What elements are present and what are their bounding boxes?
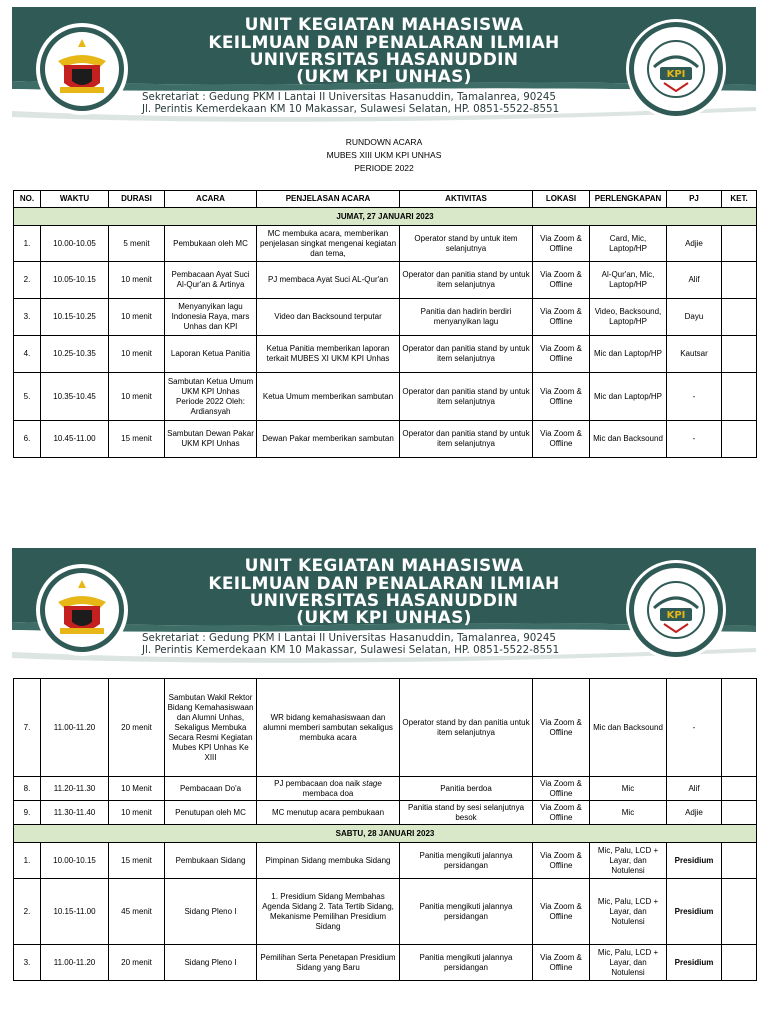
cell-penjelasan: Pemilihan Serta Penetapan Presidium Sidang yang Baru <box>257 945 400 981</box>
kpi-logo-text: KPI <box>666 69 686 80</box>
cell-no: 2. <box>14 262 41 299</box>
cell-acara: Sambutan Ketua Umum UKM KPI Unhas Periode 2022 Oleh: Ardiansyah <box>165 373 257 421</box>
cell-perlengkapan: Mic dan Backsound <box>590 679 667 777</box>
cell-aktivitas: Operator dan panitia stand by untuk item selanjutnya <box>400 421 533 458</box>
cell-pj: Adjie <box>667 226 722 262</box>
table-row <box>14 299 757 336</box>
kpi-logo-icon <box>624 558 728 662</box>
day-1-date: JUMAT, 27 JANUARI 2023 <box>14 208 757 226</box>
cell-aktivitas: Operator stand by dan panitia untuk item selanjutnya <box>400 679 533 777</box>
page-2 <box>0 540 768 1024</box>
cell-aktivitas: Operator dan panitia stand by untuk item selanjutnya <box>400 373 533 421</box>
cell-no: 3. <box>14 945 41 981</box>
cell-penjelasan: Pimpinan Sidang membuka Sidang <box>257 843 400 879</box>
table-row <box>14 879 757 945</box>
cell-acara: Sambutan Dewan Pakar UKM KPI Unhas <box>165 421 257 458</box>
unhas-logo-icon <box>34 21 130 117</box>
cell-pj: - <box>667 373 722 421</box>
cell-waktu: 10.45-11.00 <box>41 421 109 458</box>
cell-acara: Pembukaan Sidang <box>165 843 257 879</box>
cell-perlengkapan: Mic dan Backsound <box>590 421 667 458</box>
cell-durasi: 20 menit <box>109 945 165 981</box>
cell-lokasi: Via Zoom & Offline <box>533 843 590 879</box>
cell-acara: Sambutan Wakil Rektor Bidang Kemahasiswaan dan Alumni Unhas, Sekaligus Membuka Secara Resmi Kegiatan Mubes KPI Unhas Ke XIII <box>165 679 257 777</box>
cell-lokasi: Via Zoom & Offline <box>533 421 590 458</box>
cell-acara: Pembacaan Do'a <box>165 777 257 801</box>
cell-penjelasan: Video dan Backsound terputar <box>257 299 400 336</box>
kpi-logo-icon <box>624 17 728 121</box>
cell-pj: Alif <box>667 262 722 299</box>
cell-lokasi: Via Zoom & Offline <box>533 801 590 825</box>
cell-waktu: 10.35-10.45 <box>41 373 109 421</box>
cell-pj: Kautsar <box>667 336 722 373</box>
cell-pj: Alif <box>667 777 722 801</box>
penjelasan-text-a: PJ pembacaan doa naik <box>274 778 363 788</box>
col-durasi: DURASI <box>109 191 165 208</box>
unhas-logo-icon <box>34 562 130 658</box>
cell-aktivitas: Operator stand by untuk item selanjutnya <box>400 226 533 262</box>
cell-no: 3. <box>14 299 41 336</box>
cell-lokasi: Via Zoom & Offline <box>533 262 590 299</box>
cell-lokasi: Via Zoom & Offline <box>533 679 590 777</box>
document-title <box>0 136 768 175</box>
cell-waktu: 10.00-10.15 <box>41 843 109 879</box>
cell-durasi: 10 menit <box>109 262 165 299</box>
cell-ket <box>722 945 757 981</box>
cell-no: 1. <box>14 226 41 262</box>
col-penjelasan: PENJELASAN ACARA <box>257 191 400 208</box>
cell-acara: Laporan Ketua Panitia <box>165 336 257 373</box>
col-acara: ACARA <box>165 191 257 208</box>
cell-waktu: 11.20-11.30 <box>41 777 109 801</box>
title-line-1: RUNDOWN ACARA <box>345 137 423 147</box>
cell-aktivitas: Panitia stand by sesi selanjutnya besok <box>400 801 533 825</box>
cell-durasi: 15 menit <box>109 843 165 879</box>
table-row <box>14 373 757 421</box>
cell-durasi: 15 menit <box>109 421 165 458</box>
col-lokasi: LOKASI <box>533 191 590 208</box>
cell-pj: Presidium <box>667 879 722 945</box>
cell-pj: - <box>667 679 722 777</box>
table-row <box>14 336 757 373</box>
day-1-date-row <box>14 208 757 226</box>
penjelasan-text-b: membaca doa <box>302 788 354 798</box>
cell-aktivitas: Panitia mengikuti jalannya persidangan <box>400 843 533 879</box>
cell-ket <box>722 421 757 458</box>
cell-penjelasan: 1. Presidium Sidang Membahas Agenda Sidang 2. Tata Tertib Sidang, Mekanisme Pemilihan Presidium Sidang <box>257 879 400 945</box>
cell-durasi: 10 menit <box>109 299 165 336</box>
col-perlengkapan: PERLENGKAPAN <box>590 191 667 208</box>
cell-penjelasan: WR bidang kemahasiswaan dan alumni memberi sambutan sekaligus membuka acara <box>257 679 400 777</box>
cell-ket <box>722 336 757 373</box>
cell-aktivitas: Panitia dan hadirin berdiri menyanyikan lagu <box>400 299 533 336</box>
cell-durasi: 10 Menit <box>109 777 165 801</box>
cell-acara: Penutupan oleh MC <box>165 801 257 825</box>
penjelasan-text-italic: stage <box>362 778 382 788</box>
cell-acara: Sidang Pleno I <box>165 945 257 981</box>
cell-no: 6. <box>14 421 41 458</box>
cell-pj: Presidium <box>667 843 722 879</box>
table-row <box>14 945 757 981</box>
letterhead-line-1: UNIT KEGIATAN MAHASISWA <box>244 15 524 35</box>
cell-waktu: 11.30-11.40 <box>41 801 109 825</box>
cell-waktu: 11.00-11.20 <box>41 945 109 981</box>
title-line-2: MUBES XIII UKM KPI UNHAS <box>326 150 442 160</box>
cell-perlengkapan: Mic, Palu, LCD + Layar, dan Notulensi <box>590 879 667 945</box>
table-row <box>14 679 757 777</box>
cell-perlengkapan: Mic <box>590 777 667 801</box>
rundown-table-page-2 <box>13 678 757 981</box>
cell-aktivitas: Panitia berdoa <box>400 777 533 801</box>
cell-durasi: 45 menit <box>109 879 165 945</box>
letterhead-line-2: KEILMUAN DAN PENALARAN ILMIAH <box>208 33 560 53</box>
cell-acara: Sidang Pleno I <box>165 879 257 945</box>
cell-durasi: 10 menit <box>109 801 165 825</box>
cell-durasi: 20 menit <box>109 679 165 777</box>
cell-perlengkapan: Mic <box>590 801 667 825</box>
cell-ket <box>722 373 757 421</box>
rundown-table-page-1 <box>13 190 757 458</box>
secretariat-address: Sekretariat : Gedung PKM I Lantai II Universitas Hasanuddin, Tamalanrea, 90245 <box>142 632 556 644</box>
table-row <box>14 843 757 879</box>
street-address: Jl. Perintis Kemerdekaan KM 10 Makassar, Sulawesi Selatan, HP. 0851-5522-8551 <box>142 103 560 115</box>
day-2-date: SABTU, 28 JANUARI 2023 <box>14 825 757 843</box>
page-1 <box>0 0 768 480</box>
cell-ket <box>722 226 757 262</box>
col-pj: PJ <box>667 191 722 208</box>
kpi-logo-text: KPI <box>666 610 686 621</box>
cell-waktu: 10.15-11.00 <box>41 879 109 945</box>
col-aktivitas: AKTIVITAS <box>400 191 533 208</box>
cell-acara: Menyanyikan lagu Indonesia Raya, mars Unhas dan KPI <box>165 299 257 336</box>
cell-penjelasan: Dewan Pakar memberikan sambutan <box>257 421 400 458</box>
day-2-date-row <box>14 825 757 843</box>
col-ket: KET. <box>722 191 757 208</box>
letterhead-line-2: KEILMUAN DAN PENALARAN ILMIAH <box>208 574 560 594</box>
letterhead-line-4: (UKM KPI UNHAS) <box>296 67 472 87</box>
cell-aktivitas: Operator dan panitia stand by untuk item selanjutnya <box>400 336 533 373</box>
cell-perlengkapan: Al-Qur'an, Mic, Laptop/HP <box>590 262 667 299</box>
letterhead-banner <box>12 548 756 670</box>
cell-no: 9. <box>14 801 41 825</box>
col-waktu: WAKTU <box>41 191 109 208</box>
cell-no: 5. <box>14 373 41 421</box>
cell-no: 4. <box>14 336 41 373</box>
cell-ket <box>722 879 757 945</box>
cell-penjelasan: MC membuka acara, memberikan penjelasan singkat mengenai kegiatan dan tema, <box>257 226 400 262</box>
cell-no: 2. <box>14 879 41 945</box>
cell-ket <box>722 777 757 801</box>
table-row <box>14 262 757 299</box>
cell-perlengkapan: Mic, Palu, LCD + Layar, dan Notulensi <box>590 843 667 879</box>
table-row <box>14 801 757 825</box>
cell-perlengkapan: Mic, Palu, LCD + Layar, dan Notulensi <box>590 945 667 981</box>
cell-lokasi: Via Zoom & Offline <box>533 226 590 262</box>
cell-no: 8. <box>14 777 41 801</box>
table-header-row <box>14 191 757 208</box>
secretariat-address: Sekretariat : Gedung PKM I Lantai II Universitas Hasanuddin, Tamalanrea, 90245 <box>142 91 556 103</box>
letterhead-line-3: UNIVERSITAS HASANUDDIN <box>249 591 519 611</box>
cell-ket <box>722 843 757 879</box>
cell-waktu: 10.00-10.05 <box>41 226 109 262</box>
cell-ket <box>722 262 757 299</box>
cell-ket <box>722 299 757 336</box>
cell-durasi: 5 menit <box>109 226 165 262</box>
cell-lokasi: Via Zoom & Offline <box>533 945 590 981</box>
table-row <box>14 421 757 458</box>
cell-pj: Presidium <box>667 945 722 981</box>
cell-waktu: 10.25-10.35 <box>41 336 109 373</box>
cell-ket <box>722 801 757 825</box>
cell-penjelasan: MC menutup acara pembukaan <box>257 801 400 825</box>
cell-pj: - <box>667 421 722 458</box>
title-line-3: PERIODE 2022 <box>354 163 414 173</box>
street-address: Jl. Perintis Kemerdekaan KM 10 Makassar, Sulawesi Selatan, HP. 0851-5522-8551 <box>142 644 560 656</box>
letterhead-banner <box>12 7 756 129</box>
cell-perlengkapan: Video, Backsound, Laptop/HP <box>590 299 667 336</box>
letterhead-line-3: UNIVERSITAS HASANUDDIN <box>249 50 519 70</box>
cell-waktu: 10.15-10.25 <box>41 299 109 336</box>
cell-penjelasan: Ketua Umum memberikan sambutan <box>257 373 400 421</box>
col-no: NO. <box>14 191 41 208</box>
cell-lokasi: Via Zoom & Offline <box>533 373 590 421</box>
cell-pj: Dayu <box>667 299 722 336</box>
cell-aktivitas: Panitia mengikuti jalannya persidangan <box>400 879 533 945</box>
cell-lokasi: Via Zoom & Offline <box>533 299 590 336</box>
table-row <box>14 226 757 262</box>
cell-waktu: 10.05-10.15 <box>41 262 109 299</box>
letterhead-line-4: (UKM KPI UNHAS) <box>296 608 472 628</box>
cell-lokasi: Via Zoom & Offline <box>533 336 590 373</box>
cell-ket <box>722 679 757 777</box>
cell-waktu: 11.00-11.20 <box>41 679 109 777</box>
cell-acara: Pembukaan oleh MC <box>165 226 257 262</box>
cell-no: 7. <box>14 679 41 777</box>
cell-penjelasan <box>257 777 400 801</box>
cell-penjelasan: Ketua Panitia memberikan laporan terkait MUBES XI UKM KPI Unhas <box>257 336 400 373</box>
cell-pj: Adjie <box>667 801 722 825</box>
cell-durasi: 10 menit <box>109 373 165 421</box>
cell-durasi: 10 menit <box>109 336 165 373</box>
cell-lokasi: Via Zoom & Offline <box>533 777 590 801</box>
cell-aktivitas: Operator dan panitia stand by untuk item selanjutnya <box>400 262 533 299</box>
table-row <box>14 777 757 801</box>
letterhead-line-1: UNIT KEGIATAN MAHASISWA <box>244 556 524 576</box>
cell-perlengkapan: Mic dan Laptop/HP <box>590 336 667 373</box>
cell-no: 1. <box>14 843 41 879</box>
cell-penjelasan: PJ membaca Ayat Suci AL-Qur'an <box>257 262 400 299</box>
cell-aktivitas: Panitia mengikuti jalannya persidangan <box>400 945 533 981</box>
cell-acara: Pembacaan Ayat Suci Al-Qur'an & Artinya <box>165 262 257 299</box>
cell-lokasi: Via Zoom & Offline <box>533 879 590 945</box>
cell-perlengkapan: Card, Mic, Laptop/HP <box>590 226 667 262</box>
cell-perlengkapan: Mic dan Laptop/HP <box>590 373 667 421</box>
